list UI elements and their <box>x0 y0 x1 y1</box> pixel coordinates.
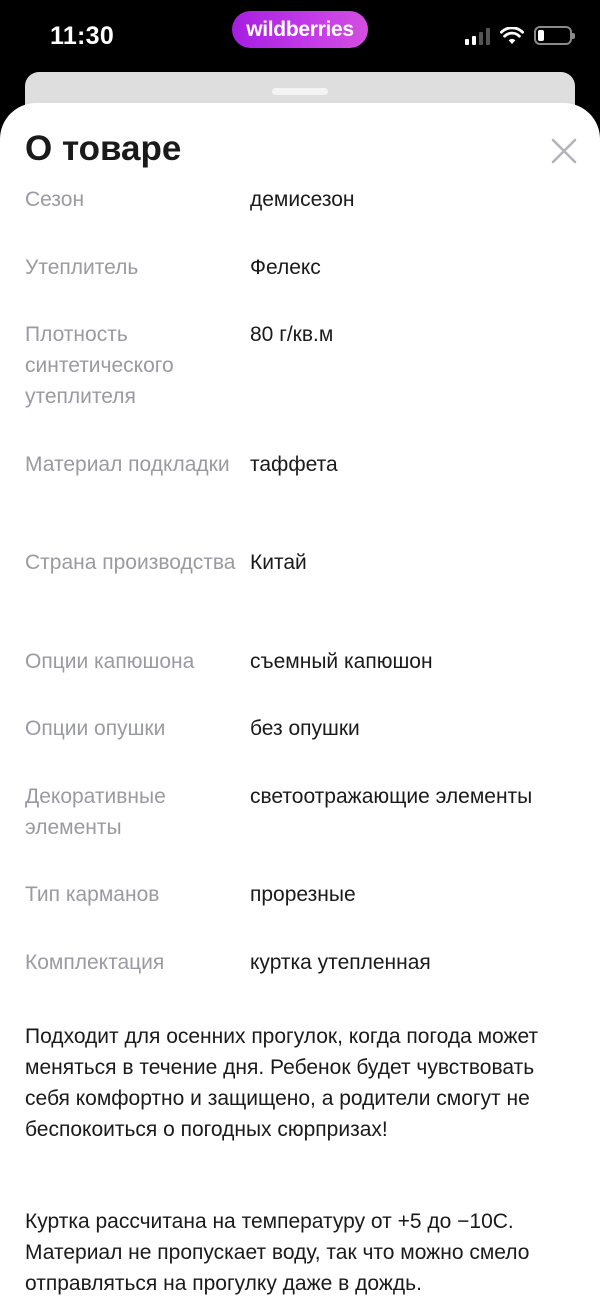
sheet-title: О товаре <box>25 129 182 168</box>
spec-value: таффета <box>250 453 338 476</box>
spec-value: светоотражающие элементы <box>250 785 533 808</box>
spec-label: Утеплитель <box>25 256 139 279</box>
spec-label: Страна производства <box>25 551 236 574</box>
brand-logo[interactable]: wildberries <box>232 11 368 48</box>
spec-value: съемный капюшон <box>250 650 433 673</box>
status-bar <box>0 0 600 72</box>
spec-label: Декоративные элементы <box>25 785 166 839</box>
status-time: 11:30 <box>50 22 115 50</box>
spec-value: прорезные <box>250 883 356 906</box>
spec-value: Фелекс <box>250 256 321 279</box>
wifi-icon <box>500 27 524 45</box>
spec-label: Опции опушки <box>25 717 166 740</box>
spec-label: Сезон <box>25 188 85 211</box>
spec-label: Опции капюшона <box>25 650 195 673</box>
status-icons <box>465 26 572 45</box>
product-info-sheet <box>0 103 600 1297</box>
description-paragraph: Подходит для осенних прогулок, когда погода может меняться в течение дня. Ребенок будет чувствовать себя комфортно и защищено, а родители смогут не беспокоиться о погодных сюрпризах! <box>25 1025 539 1141</box>
spec-value: без опушки <box>250 717 360 740</box>
signal-icon <box>465 27 490 45</box>
sheet-grabber[interactable] <box>272 88 328 95</box>
battery-icon <box>534 26 572 45</box>
spec-value: демисезон <box>250 188 355 211</box>
spec-label: Комплектация <box>25 951 165 974</box>
spec-label: Плотность синтетического утеплителя <box>25 323 174 408</box>
spec-value: куртка утепленная <box>250 951 431 974</box>
spec-label: Тип карманов <box>25 883 160 906</box>
description-paragraph: Куртка рассчитана на температуру от +5 до −10С. Материал не пропускает воду, так что можно смело отправляться на прогулку даже в дождь. <box>25 1210 530 1295</box>
spec-label: Материал подкладки <box>25 453 230 476</box>
spec-value: 80 г/кв.м <box>250 323 334 346</box>
spec-value: Китай <box>250 551 307 574</box>
close-icon[interactable] <box>548 135 580 167</box>
